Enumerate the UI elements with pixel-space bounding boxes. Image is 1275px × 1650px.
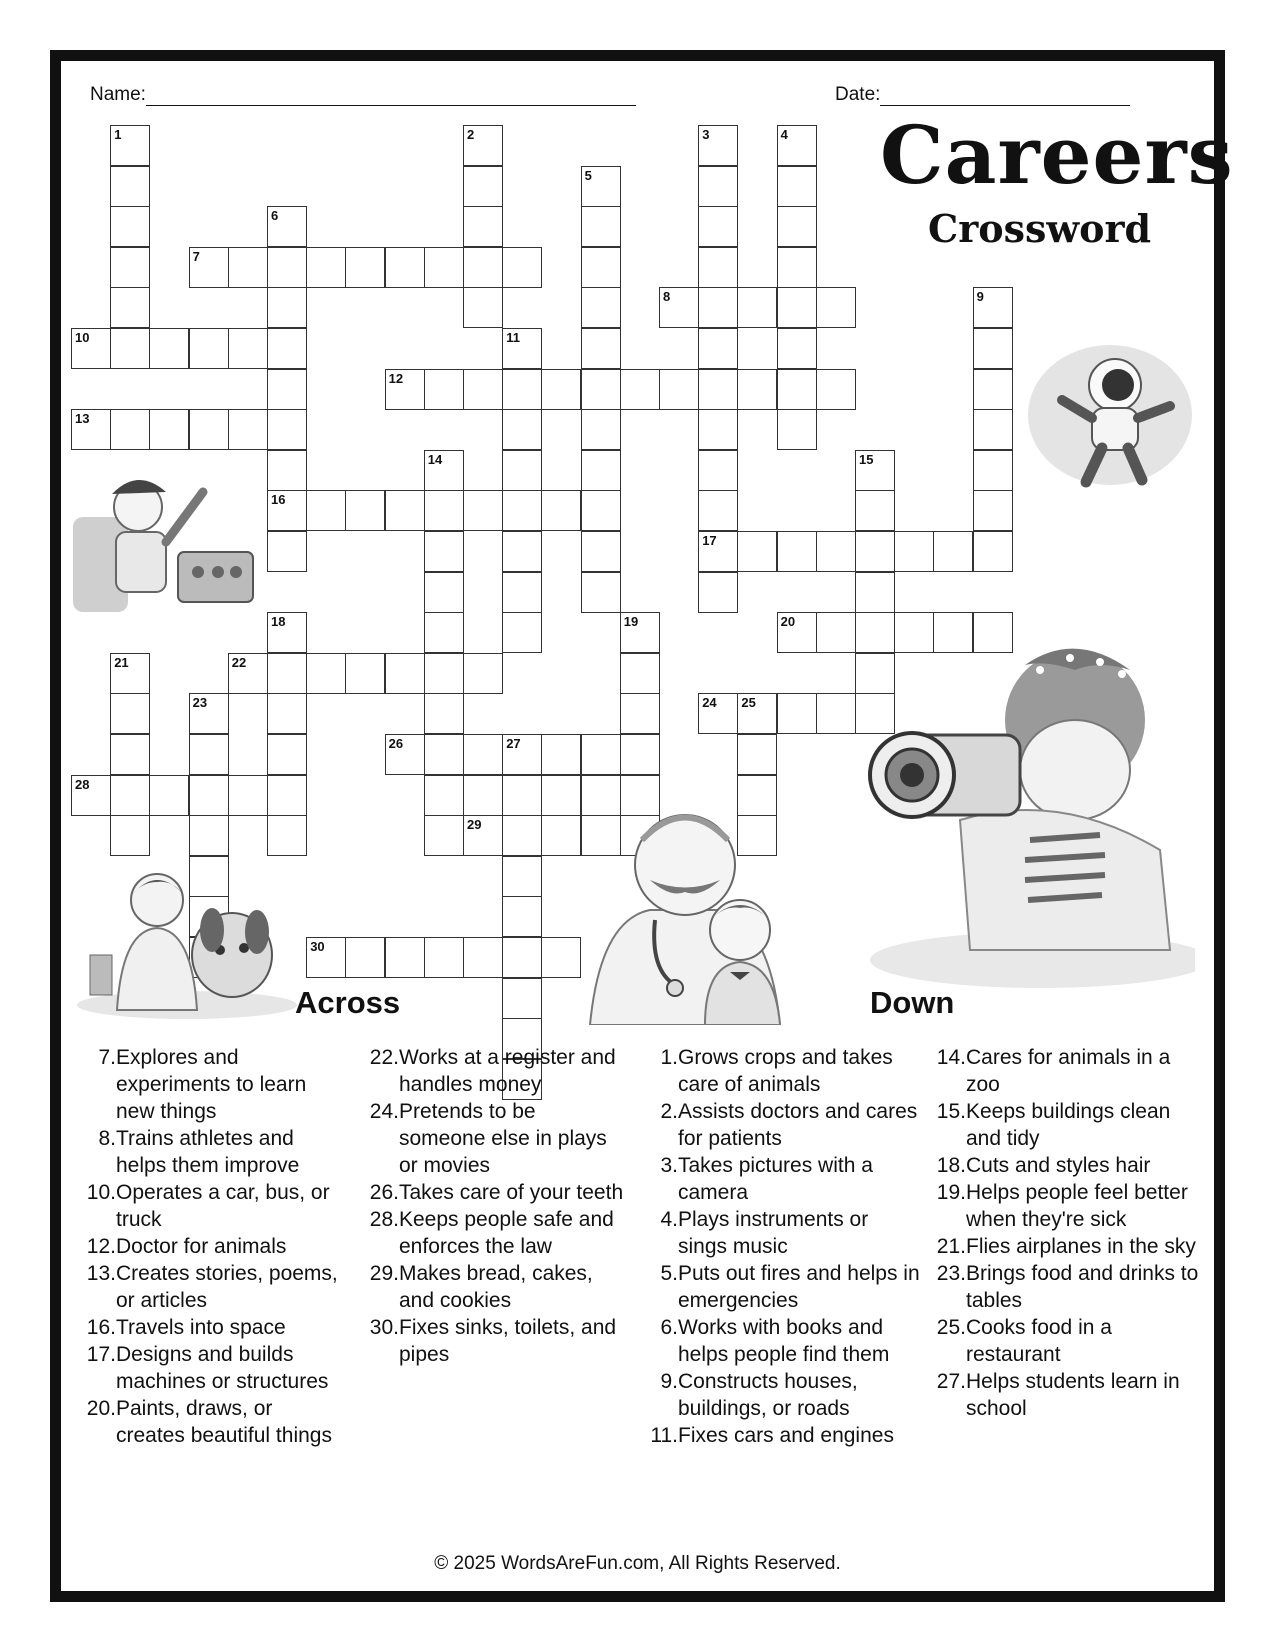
clue-across-28: 28. Keeps people safe and enforces the law: [369, 1208, 614, 1258]
grid-cell[interactable]: [110, 734, 150, 775]
clue-down-15: 15. Keeps buildings clean and tidy: [936, 1100, 1171, 1150]
grid-cell[interactable]: [502, 409, 542, 450]
grid-cell[interactable]: [463, 125, 503, 166]
grid-cell[interactable]: [737, 734, 777, 775]
grid-cell[interactable]: [502, 490, 542, 531]
grid-cell[interactable]: [424, 775, 464, 816]
grid-cell[interactable]: [463, 734, 503, 775]
grid-cell[interactable]: [424, 734, 464, 775]
grid-cell[interactable]: [581, 247, 621, 288]
clue-down-23: 23. Brings food and drinks to tables: [936, 1262, 1199, 1312]
clue-across-16: 16. Travels into space: [86, 1316, 286, 1339]
clue-down-5: 5. Puts out fires and helps in emergencies: [660, 1262, 920, 1312]
clue-down-18: 18. Cuts and styles hair: [936, 1154, 1151, 1177]
clue-number: 11: [506, 330, 520, 345]
grid-cell[interactable]: [110, 125, 150, 166]
grid-cell[interactable]: [306, 247, 346, 288]
grid-cell[interactable]: [267, 653, 307, 694]
down-clues-col2: [928, 1044, 1203, 1422]
grid-cell[interactable]: [973, 409, 1013, 450]
grid-cell[interactable]: [267, 287, 307, 328]
grid-cell[interactable]: [698, 125, 738, 166]
grid-cell[interactable]: [777, 125, 817, 166]
clue-number: 17: [702, 533, 717, 548]
grid-cell[interactable]: [189, 775, 229, 816]
grid-cell[interactable]: [149, 328, 189, 369]
clue-across-7: 7. Explores and experiments to learn new things: [98, 1046, 307, 1123]
clue-number: 26: [388, 736, 404, 751]
down-clues-col1: [640, 1044, 920, 1449]
grid-cell[interactable]: [189, 328, 229, 369]
grid-cell[interactable]: [698, 206, 738, 247]
grid-cell[interactable]: [933, 531, 973, 572]
clue-number: 15: [859, 451, 874, 467]
grid-cell[interactable]: [385, 937, 425, 978]
grid-cell[interactable]: [541, 369, 581, 410]
grid-cell[interactable]: [267, 531, 307, 572]
clue-number: 14: [427, 451, 443, 467]
grid-cell[interactable]: [541, 490, 581, 531]
grid-cell[interactable]: [502, 896, 542, 937]
grid-cell[interactable]: [463, 206, 503, 247]
grid-cell[interactable]: [737, 287, 777, 328]
grid-cell[interactable]: [424, 450, 464, 491]
grid-cell[interactable]: [463, 247, 503, 288]
grid-cell[interactable]: [267, 409, 307, 450]
clue-across-20: 20. Paints, draws, or creates beautiful things: [86, 1397, 332, 1447]
grid-cell[interactable]: [424, 572, 464, 613]
grid-cell[interactable]: [149, 775, 189, 816]
grid-cell[interactable]: [698, 490, 738, 531]
date-label: Date:: [835, 84, 881, 105]
clue-down-21: 21. Flies airplanes in the sky: [936, 1235, 1196, 1258]
grid-cell[interactable]: [424, 693, 464, 734]
grid-cell[interactable]: [581, 450, 621, 491]
grid-cell[interactable]: [581, 572, 621, 613]
grid-cell[interactable]: [385, 734, 425, 775]
grid-cell[interactable]: [698, 531, 738, 572]
clue-across-29: 29. Makes bread, cakes, and cookies: [369, 1262, 593, 1312]
grid-cell[interactable]: [855, 572, 895, 613]
grid-cell[interactable]: [385, 490, 425, 531]
clue-down-11: 11. Fixes cars and engines: [650, 1424, 894, 1447]
grid-cell[interactable]: [110, 409, 150, 450]
grid-cell[interactable]: [502, 328, 542, 369]
clue-across-26: 26. Takes care of your teeth: [369, 1181, 624, 1204]
grid-cell[interactable]: [698, 450, 738, 491]
grid-cell[interactable]: [267, 775, 307, 816]
grid-cell[interactable]: [620, 734, 660, 775]
grid-cell[interactable]: [110, 815, 150, 856]
grid-cell[interactable]: [110, 206, 150, 247]
clue-number: 1: [114, 127, 122, 142]
grid-cell[interactable]: [581, 328, 621, 369]
across-clues-col2: [361, 1044, 626, 1368]
grid-cell[interactable]: [620, 693, 660, 734]
grid-cell[interactable]: [110, 653, 150, 694]
grid-cell[interactable]: [698, 369, 738, 410]
grid-cell[interactable]: [816, 369, 856, 410]
grid-cell[interactable]: [502, 734, 542, 775]
clue-number: 27: [506, 736, 521, 751]
grid-cell[interactable]: [502, 815, 542, 856]
grid-cell[interactable]: [659, 369, 699, 410]
grid-cell[interactable]: [855, 531, 895, 572]
puzzle-subtitle: Crossword: [928, 206, 1152, 251]
grid-cell[interactable]: [228, 653, 268, 694]
copyright-notice: © 2025 WordsAreFun.com, All Rights Reserved.: [434, 1553, 841, 1574]
grid-cell[interactable]: [110, 775, 150, 816]
clue-number: 9: [976, 289, 984, 305]
grid-cell[interactable]: [777, 287, 817, 328]
clue-down-6: 6. Works with books and helps people find them: [660, 1316, 890, 1366]
grid-cell[interactable]: [698, 693, 738, 734]
grid-cell[interactable]: [267, 369, 307, 410]
grid-cell[interactable]: [855, 490, 895, 531]
grid-cell[interactable]: [816, 531, 856, 572]
grid-cell[interactable]: [502, 572, 542, 613]
grid-cell[interactable]: [581, 287, 621, 328]
grid-cell[interactable]: [502, 937, 542, 978]
grid-cell[interactable]: [581, 490, 621, 531]
clue-down-14: 14. Cares for animals in a zoo: [936, 1046, 1171, 1096]
grid-cell[interactable]: [189, 693, 229, 734]
grid-cell[interactable]: [228, 775, 268, 816]
clue-down-1: 1. Grows crops and takes care of animals: [660, 1046, 893, 1096]
grid-cell[interactable]: [463, 287, 503, 328]
grid-cell[interactable]: [267, 490, 307, 531]
grid-cell[interactable]: [385, 247, 425, 288]
grid-cell[interactable]: [581, 369, 621, 410]
grid-cell[interactable]: [345, 937, 385, 978]
grid-cell[interactable]: [306, 653, 346, 694]
grid-cell[interactable]: [189, 815, 229, 856]
grid-cell[interactable]: [698, 287, 738, 328]
grid-cell[interactable]: [581, 734, 621, 775]
clue-across-30: 30. Fixes sinks, toilets, and pipes: [369, 1316, 617, 1366]
grid-cell[interactable]: [541, 775, 581, 816]
grid-cell[interactable]: [463, 369, 503, 410]
grid-cell[interactable]: [463, 815, 503, 856]
clue-number: 30: [310, 939, 325, 954]
astronaut-illustration: [1020, 330, 1195, 500]
grid-cell[interactable]: [777, 166, 817, 207]
grid-cell[interactable]: [502, 369, 542, 410]
grid-cell[interactable]: [110, 247, 150, 288]
grid-cell[interactable]: [973, 450, 1013, 491]
clue-number: 8: [663, 289, 671, 305]
clue-number: 3: [702, 127, 710, 142]
grid-cell[interactable]: [385, 369, 425, 410]
clue-number: 16: [271, 492, 286, 508]
grid-cell[interactable]: [737, 531, 777, 572]
grid-cell[interactable]: [424, 612, 464, 653]
grid-cell[interactable]: [973, 287, 1013, 328]
clue-number: 12: [388, 370, 404, 386]
doctor-with-boy-illustration: [580, 800, 810, 1025]
grid-cell[interactable]: [698, 328, 738, 369]
grid-cell[interactable]: [698, 409, 738, 450]
grid-cell[interactable]: [502, 247, 542, 288]
puzzle-title: Careers: [880, 108, 1234, 202]
clue-down-3: 3. Takes pictures with a camera: [660, 1154, 873, 1204]
clue-number: 21: [114, 654, 129, 670]
grid-cell[interactable]: [777, 328, 817, 369]
grid-cell[interactable]: [267, 815, 307, 856]
grid-cell[interactable]: [424, 490, 464, 531]
grid-cell[interactable]: [777, 531, 817, 572]
grid-cell[interactable]: [189, 247, 229, 288]
grid-cell[interactable]: [424, 653, 464, 694]
grid-cell[interactable]: [620, 653, 660, 694]
grid-cell[interactable]: [71, 328, 111, 369]
grid-cell[interactable]: [581, 531, 621, 572]
clue-number: 25: [741, 695, 756, 711]
grid-cell[interactable]: [973, 369, 1013, 410]
clue-number: 2: [467, 127, 475, 142]
clue-down-27: 27. Helps students learn in school: [936, 1370, 1180, 1420]
grid-cell[interactable]: [620, 612, 660, 653]
grid-cell[interactable]: [463, 653, 503, 694]
down-heading: Down: [870, 985, 955, 1020]
grid-cell[interactable]: [345, 653, 385, 694]
grid-cell[interactable]: [541, 815, 581, 856]
grid-cell[interactable]: [502, 450, 542, 491]
grid-cell[interactable]: [777, 693, 817, 734]
grid-cell[interactable]: [110, 287, 150, 328]
clue-number: 4: [780, 127, 788, 142]
across-heading: Across: [295, 985, 401, 1020]
grid-cell[interactable]: [777, 409, 817, 450]
grid-cell[interactable]: [463, 490, 503, 531]
grid-cell[interactable]: [777, 369, 817, 410]
grid-cell[interactable]: [228, 328, 268, 369]
grid-cell[interactable]: [110, 166, 150, 207]
grid-cell[interactable]: [502, 531, 542, 572]
clue-down-2: 2. Assists doctors and cares for patients: [660, 1100, 918, 1150]
clue-across-17: 17. Designs and builds machines or structures: [86, 1343, 329, 1393]
grid-cell[interactable]: [777, 612, 817, 653]
grid-cell[interactable]: [463, 166, 503, 207]
grid-cell[interactable]: [816, 287, 856, 328]
grid-cell[interactable]: [737, 369, 777, 410]
girl-photographer-illustration: [840, 640, 1195, 995]
grid-cell[interactable]: [267, 247, 307, 288]
clue-number: 18: [271, 614, 286, 630]
grid-cell[interactable]: [502, 856, 542, 897]
grid-cell[interactable]: [71, 775, 111, 816]
clue-across-12: 12. Doctor for animals: [86, 1235, 287, 1258]
clue-number: 29: [467, 817, 482, 833]
clue-down-19: 19. Helps people feel better when they're sick: [936, 1181, 1188, 1231]
grid-cell[interactable]: [894, 531, 934, 572]
airplane-pilot-illustration: [68, 462, 258, 617]
grid-cell[interactable]: [973, 531, 1013, 572]
clue-number: 19: [623, 614, 639, 630]
grid-cell[interactable]: [620, 369, 660, 410]
grid-cell[interactable]: [267, 693, 307, 734]
clue-number: 7: [192, 248, 200, 264]
grid-cell[interactable]: [541, 734, 581, 775]
grid-cell[interactable]: [855, 450, 895, 491]
grid-cell[interactable]: [777, 247, 817, 288]
grid-cell[interactable]: [581, 409, 621, 450]
grid-cell[interactable]: [424, 815, 464, 856]
clue-number: 24: [702, 695, 717, 711]
grid-cell[interactable]: [267, 206, 307, 247]
grid-cell[interactable]: [189, 734, 229, 775]
clue-number: 23: [192, 695, 208, 711]
grid-cell[interactable]: [502, 612, 542, 653]
grid-cell[interactable]: [777, 206, 817, 247]
grid-cell[interactable]: [581, 206, 621, 247]
grid-cell[interactable]: [110, 693, 150, 734]
clue-number: 6: [271, 208, 279, 224]
grid-cell[interactable]: [267, 734, 307, 775]
name-label: Name:: [90, 84, 146, 105]
grid-cell[interactable]: [973, 328, 1013, 369]
clue-across-13: 13. Creates stories, poems, or articles: [86, 1262, 338, 1312]
grid-cell[interactable]: [306, 490, 346, 531]
grid-cell[interactable]: [463, 937, 503, 978]
grid-cell[interactable]: [345, 247, 385, 288]
grid-cell[interactable]: [659, 287, 699, 328]
grid-cell[interactable]: [71, 409, 111, 450]
clue-down-4: 4. Plays instruments or sings music: [660, 1208, 869, 1258]
grid-cell[interactable]: [502, 978, 542, 1019]
grid-cell[interactable]: [698, 572, 738, 613]
clue-across-10: 10. Operates a car, bus, or truck: [86, 1181, 330, 1231]
grid-cell[interactable]: [698, 247, 738, 288]
grid-cell[interactable]: [424, 247, 464, 288]
clue-down-9: 9. Constructs houses, buildings, or roads: [660, 1370, 858, 1420]
clue-number: 5: [584, 167, 592, 183]
grid-cell[interactable]: [463, 775, 503, 816]
grid-cell[interactable]: [541, 937, 581, 978]
grid-cell[interactable]: [737, 693, 777, 734]
grid-cell[interactable]: [345, 490, 385, 531]
grid-cell[interactable]: [306, 937, 346, 978]
grid-cell[interactable]: [267, 328, 307, 369]
grid-cell[interactable]: [502, 775, 542, 816]
clue-down-25: 25. Cooks food in a restaurant: [936, 1316, 1112, 1366]
grid-cell[interactable]: [424, 937, 464, 978]
clue-number: 10: [75, 330, 90, 345]
clue-across-22: 22. Works at a register and handles money: [369, 1046, 616, 1096]
grid-cell[interactable]: [149, 409, 189, 450]
grid-cell[interactable]: [581, 166, 621, 207]
clue-number: 22: [231, 654, 247, 670]
grid-cell[interactable]: [424, 531, 464, 572]
clue-number: 20: [780, 614, 796, 630]
grid-cell[interactable]: [189, 409, 229, 450]
grid-cell[interactable]: [973, 490, 1013, 531]
grid-cell[interactable]: [228, 247, 268, 288]
veterinarian-with-dog-illustration: [72, 860, 302, 1020]
grid-cell[interactable]: [424, 369, 464, 410]
clue-across-24: 24. Pretends to be someone else in plays or movies: [369, 1100, 607, 1177]
grid-cell[interactable]: [228, 409, 268, 450]
grid-cell[interactable]: [110, 328, 150, 369]
grid-cell[interactable]: [267, 450, 307, 491]
grid-cell[interactable]: [267, 612, 307, 653]
clue-across-8: 8. Trains athletes and helps them improve: [98, 1127, 300, 1177]
across-clues-col1: [78, 1044, 338, 1449]
clue-number: 13: [75, 411, 90, 427]
grid-cell[interactable]: [698, 166, 738, 207]
clue-number: 28: [75, 776, 90, 792]
grid-cell[interactable]: [385, 653, 425, 694]
